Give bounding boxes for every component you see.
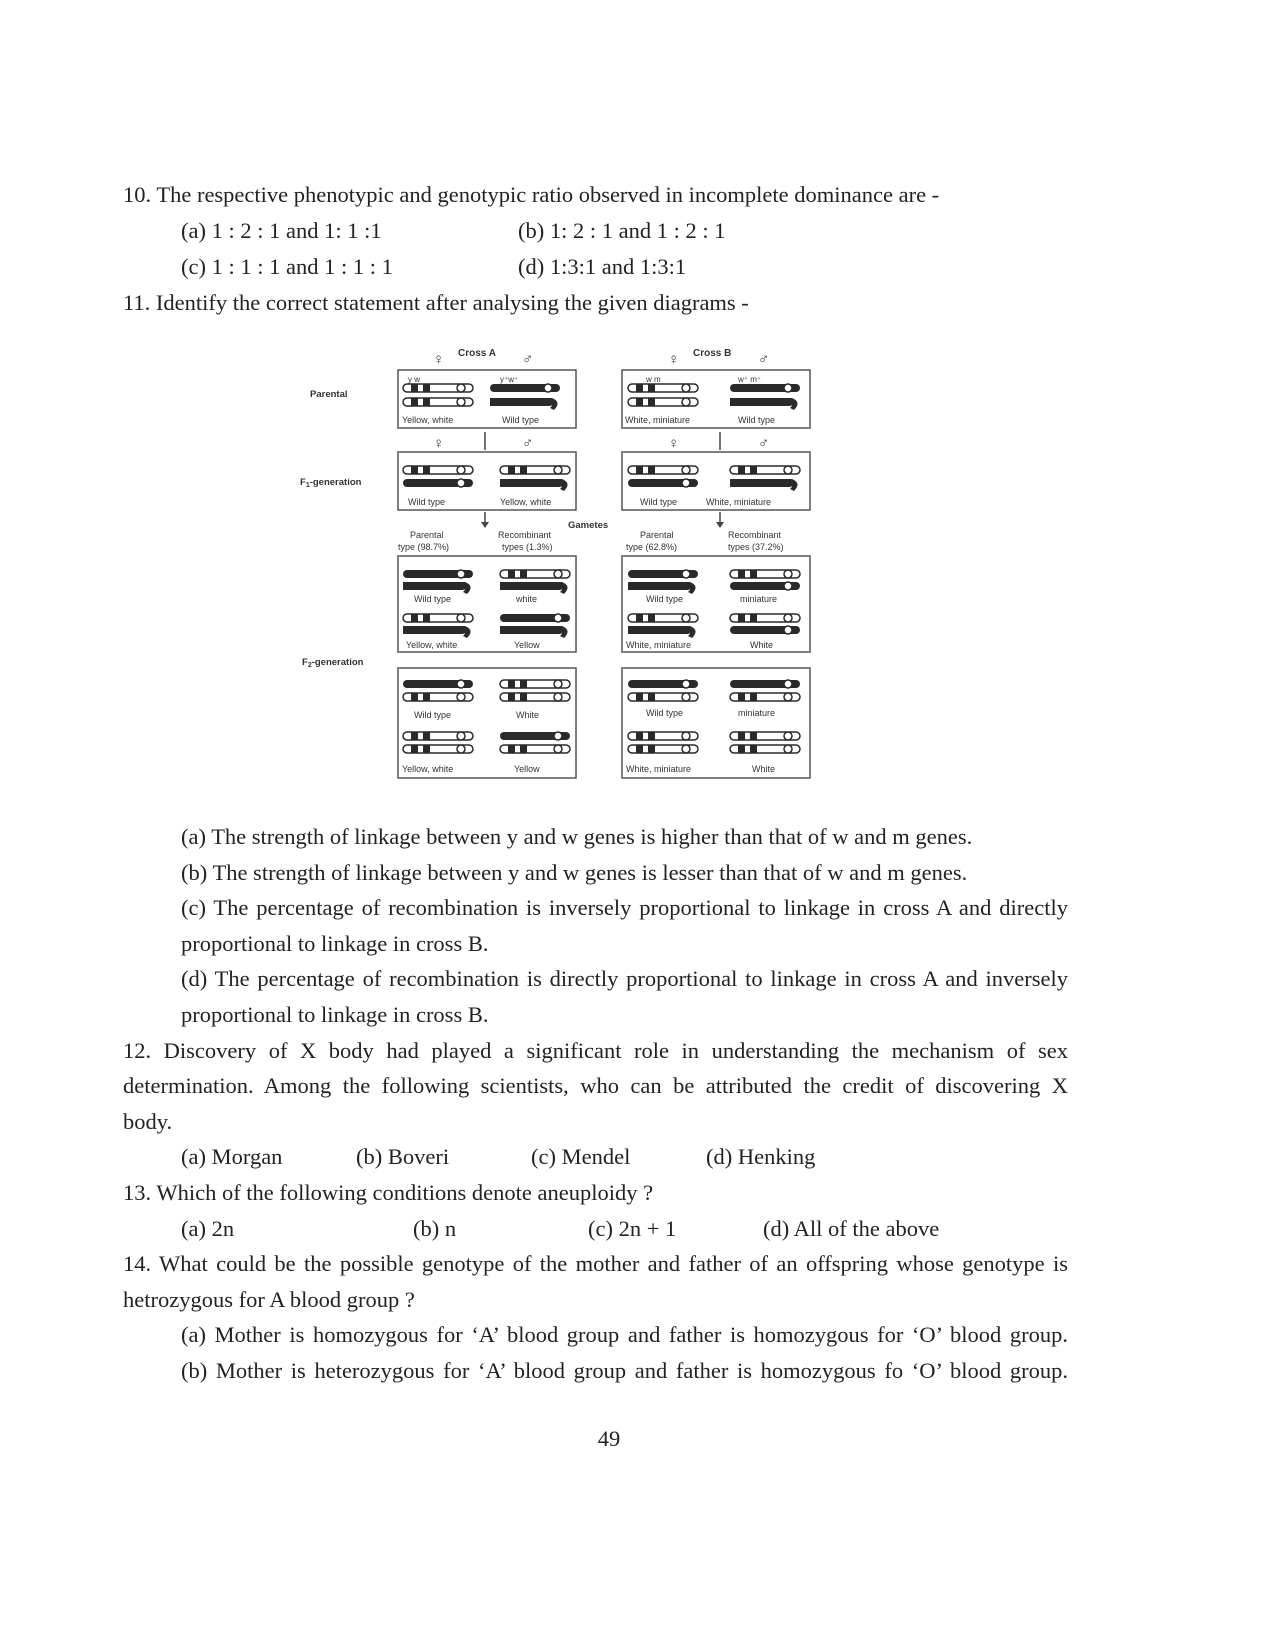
gene-label: y w [408, 375, 421, 384]
cross-b-gamete-2: miniature [740, 594, 778, 604]
q13-text: 13. Which of the following conditions denote aneuploidy ? [123, 1180, 654, 1205]
cross-a-parental-male-label: Wild type [502, 415, 540, 425]
q12-option-b: (b) Boveri [356, 1144, 450, 1169]
linkage-diagram [300, 348, 850, 786]
cross-a-f1-female-label: Wild type [408, 497, 446, 507]
cross-a-gamete-4: Yellow [514, 640, 540, 650]
female-icon: ♀ [668, 351, 680, 368]
cross-b-parental-male-label: Wild type [738, 415, 776, 425]
cross-a-gamete-2: white [516, 594, 538, 604]
cross-a-parental-type: Parental [410, 530, 444, 540]
cross-b-gamete-4: White [750, 640, 774, 650]
q14-option-b: (b) Mother is heterozygous for ‘A’ blood group and father is homozygous fo ‘O’ blood group. [181, 1358, 1068, 1383]
cross-a-recomb-pct: types (1.3%) [502, 542, 553, 552]
q10-option-b: (b) 1: 2 : 1 and 1 : 2 : 1 [518, 218, 726, 243]
arrow-head [481, 522, 489, 528]
cross-b-parental-type: Parental [640, 530, 674, 540]
q12-line3: body. [123, 1109, 173, 1134]
cross-b-parental-pct: type (62.8%) [626, 542, 678, 552]
cross-b-recomb-type: Recombinant [728, 530, 782, 540]
q12-line2: determination. Among the following scientists, who can be attributed the credit of discovering X [123, 1073, 1068, 1098]
q10-option-a: (a) 1 : 2 : 1 and 1: 1 :1 [181, 218, 382, 243]
cross-b-f2-3: White, miniature [626, 764, 692, 774]
q14-option-a: (a) Mother is homozygous for ‘A’ blood group and father is homozygous for ‘O’ blood group. [181, 1322, 1068, 1347]
parental-label: Parental [310, 389, 348, 400]
cross-b-f2-2: miniature [738, 708, 776, 718]
cross-a-gamete-1: Wild type [414, 594, 452, 604]
cross-b-title: Cross B [693, 348, 732, 359]
gene-label: w⁺ m⁺ [738, 375, 762, 384]
q13-option-c: (c) 2n + 1 [588, 1216, 677, 1241]
cross-a-title: Cross A [458, 348, 496, 359]
q12-option-d: (d) Henking [706, 1144, 816, 1169]
cross-a-f2-4: Yellow [514, 764, 540, 774]
q11-option-b: (b) The strength of linkage between y and w genes is lesser than that of w and m genes. [181, 860, 968, 885]
page-number: 49 [597, 1426, 621, 1451]
cross-a-parental-female-label: Yellow, white [402, 415, 454, 425]
q11-option-d-line1: (d) The percentage of recombination is directly proportional to linkage in cross A and inversely [181, 966, 1068, 991]
male-icon: ♂ [522, 351, 534, 368]
female-icon: ♀ [433, 351, 445, 368]
cross-a-f2-1: Wild type [414, 710, 452, 720]
gametes-label: Gametes [568, 520, 609, 531]
q11-text: 11. Identify the correct statement after analysing the given diagrams - [123, 290, 749, 315]
q10-option-c: (c) 1 : 1 : 1 and 1 : 1 : 1 [181, 254, 393, 279]
cross-a-f2-3: Yellow, white [402, 764, 454, 774]
q11-option-a: (a) The strength of linkage between y and w genes is higher than that of w and m genes. [181, 824, 973, 849]
q11-option-c-line2: proportional to linkage in cross B. [181, 931, 489, 956]
q13-option-a: (a) 2n [181, 1216, 235, 1241]
f2-generation-label: $F_2$-generation [302, 657, 364, 669]
q13-option-d: (d) All of the above [763, 1216, 940, 1241]
male-icon: ♂ [522, 435, 534, 452]
arrow-head [716, 522, 724, 528]
cross-b-gamete-3: White, miniature [626, 640, 692, 650]
cross-a-recomb-type: Recombinant [498, 530, 552, 540]
q12-option-a: (a) Morgan [181, 1144, 283, 1169]
q12-line1: 12. Discovery of X body had played a significant role in understanding the mechanism of sex [123, 1038, 1068, 1063]
q14-line2: hetrozygous for A blood group ? [123, 1287, 415, 1312]
gene-label: y⁺w⁺ [500, 375, 519, 384]
cross-a-gamete-3: Yellow, white [406, 640, 458, 650]
cross-a-f2-2: White [516, 710, 540, 720]
male-icon: ♂ [758, 351, 770, 368]
cross-a-parental-pct: type (98.7%) [398, 542, 450, 552]
cross-b-f1-male-label: White, miniature [706, 497, 772, 507]
cross-b-f1-female-label: Wild type [640, 497, 678, 507]
q10-text: 10. The respective phenotypic and genotypic ratio observed in incomplete dominance are - [123, 182, 940, 207]
cross-b-f2-4: White [752, 764, 776, 774]
cross-b-f2-1: Wild type [646, 708, 684, 718]
q11-option-d-line2: proportional to linkage in cross B. [181, 1002, 489, 1027]
q10-option-d: (d) 1:3:1 and 1:3:1 [518, 254, 687, 279]
q14-line1: 14. What could be the possible genotype of the mother and father of an offspring whose genotype is [123, 1251, 1068, 1276]
cross-a-f1-male-label: Yellow, white [500, 497, 552, 507]
q11-option-c-line1: (c) The percentage of recombination is inversely proportional to linkage in cross A and directly [181, 895, 1068, 920]
gene-label: w m [646, 375, 661, 384]
q12-option-c: (c) Mendel [531, 1144, 631, 1169]
female-icon: ♀ [433, 435, 445, 452]
cross-b-parental-female-label: White, miniature [625, 415, 691, 425]
cross-b-recomb-pct: types (37.2%) [728, 542, 784, 552]
cross-b-gamete-1: Wild type [646, 594, 684, 604]
male-icon: ♂ [758, 435, 770, 452]
f1-generation-label: $F_1$-generation [300, 477, 362, 489]
female-icon: ♀ [668, 435, 680, 452]
q13-option-b: (b) n [413, 1216, 457, 1241]
